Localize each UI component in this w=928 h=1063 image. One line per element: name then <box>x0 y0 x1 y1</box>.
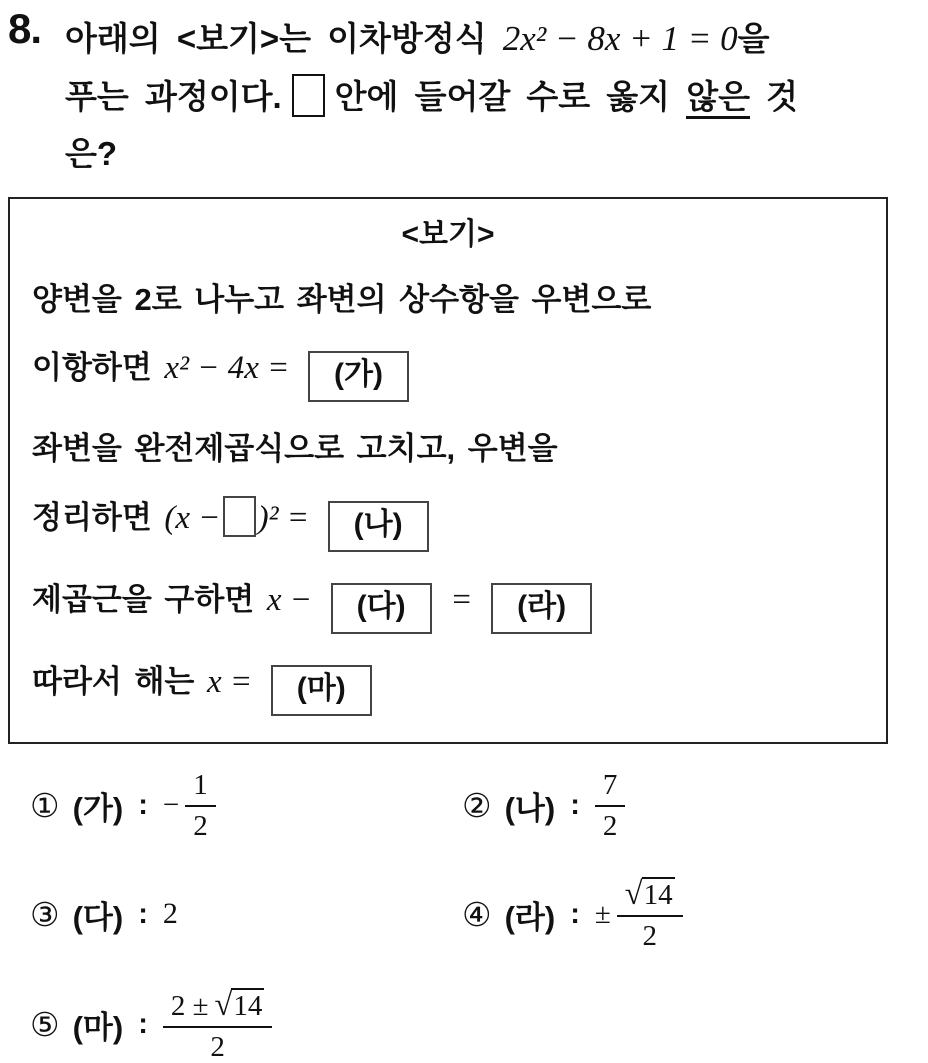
bogi-line-3 <box>32 429 864 469</box>
sqrt-radicand: 14 <box>233 989 263 1022</box>
bogi-line-6 <box>32 661 864 716</box>
equals-sign: = <box>450 582 473 619</box>
fraction-numerator <box>163 988 273 1026</box>
choice-3-colon: : <box>138 897 148 930</box>
bogi-text-5: 제곱근을 구하면 <box>32 582 255 618</box>
fraction <box>617 877 683 952</box>
question-text-mid1: 푸는 과정이다. <box>65 78 282 116</box>
blank-da: (다) <box>331 583 432 634</box>
circled-number-4: ④ <box>462 895 492 933</box>
fraction-denominator: 2 <box>163 1026 273 1062</box>
circled-number-5: ⑤ <box>30 1006 60 1044</box>
question-text <box>65 6 798 183</box>
fraction <box>595 770 626 841</box>
choice-2-label: (나) <box>504 791 556 827</box>
choice-1-colon: : <box>138 789 148 822</box>
question-line-3 <box>65 126 798 183</box>
bogi-line-5 <box>32 579 864 634</box>
fraction-numerator: 1 <box>193 769 208 802</box>
fraction-denominator: 2 <box>617 915 683 951</box>
choice-1-label: (가) <box>72 791 124 827</box>
question-text-pre: 아래의 <보기>는 이차방정식 <box>65 20 487 57</box>
empty-box-icon <box>292 74 325 117</box>
empty-box-icon <box>223 496 256 537</box>
plus-minus-sign: ± <box>594 897 611 930</box>
math-paren-close: )² = <box>257 500 309 537</box>
numerator-prefix: 2 ± <box>170 989 209 1022</box>
question-text-particle: 을 <box>737 20 770 57</box>
choice-2-value <box>595 770 626 841</box>
question-header <box>8 6 920 183</box>
question-text-end: 것 <box>766 78 799 116</box>
math-paren-open: (x − <box>164 500 221 537</box>
choice-5 <box>30 988 462 1063</box>
minus-sign: − <box>162 789 180 822</box>
choice-3-label: (다) <box>72 899 124 935</box>
bogi-line-4 <box>32 496 864 552</box>
blank-ma: (마) <box>271 665 372 716</box>
blank-ga: (가) <box>308 351 409 402</box>
choice-3 <box>30 877 462 952</box>
math-x-equals: x = <box>206 664 253 701</box>
bogi-text-1: 양변을 2로 나누고 좌변의 상수항을 우변으로 <box>32 281 652 317</box>
choice-5-value <box>163 988 273 1063</box>
choice-3-value <box>163 897 178 931</box>
bogi-line-2 <box>32 347 864 402</box>
bogi-text-6: 따라서 해는 <box>32 664 195 700</box>
question-text-tail: 은? <box>65 134 118 172</box>
blank-ra: (라) <box>491 583 592 634</box>
bogi-title: <보기> <box>401 217 495 251</box>
circled-number-1: ① <box>30 787 60 825</box>
bogi-text-3: 좌변을 완전제곱식으로 고치고, 우변을 <box>32 430 558 466</box>
fraction-denominator: 2 <box>595 805 626 841</box>
choice-1-value <box>163 770 216 841</box>
bogi-box <box>8 197 888 745</box>
bogi-text-2: 이항하면 <box>32 349 152 385</box>
math-x-minus: x − <box>266 582 313 619</box>
choice-2-colon: : <box>570 789 580 822</box>
fraction <box>185 770 216 841</box>
choice-2 <box>462 770 920 841</box>
sqrt-radicand: 14 <box>643 879 673 912</box>
question-line-1 <box>65 9 798 69</box>
choice-5-label: (마) <box>72 1010 124 1046</box>
choice-1 <box>30 770 462 841</box>
circled-number-2: ② <box>462 787 492 825</box>
blank-na: (나) <box>328 501 429 552</box>
choice-4-colon: : <box>570 897 580 930</box>
underlined-word: 않은 <box>686 78 750 119</box>
circled-number-3: ③ <box>30 895 60 933</box>
bogi-line-1 <box>32 280 864 320</box>
fraction-denominator: 2 <box>185 805 216 841</box>
question-text-mid2: 안에 들어갈 수로 옳지 <box>334 78 671 116</box>
math-x2-4x: x² − 4x = <box>164 349 290 386</box>
sqrt-icon: √ <box>624 876 643 913</box>
question-line-2 <box>65 69 798 126</box>
choice-4-value <box>595 877 683 952</box>
answer-choices <box>30 770 920 1062</box>
sqrt-icon: √ <box>214 986 233 1023</box>
choice-4 <box>462 877 920 952</box>
plain-value: 2 <box>162 897 178 931</box>
fraction-numerator: 7 <box>602 769 618 802</box>
choice-4-label: (라) <box>504 899 556 935</box>
fraction-numerator <box>617 877 683 915</box>
quadratic-equation: 2x² − 8x + 1 = 0 <box>502 19 738 58</box>
question-number: 8. <box>8 5 42 52</box>
choice-5-colon: : <box>138 1008 148 1041</box>
bogi-text-4: 정리하면 <box>32 500 152 536</box>
fraction <box>163 988 273 1063</box>
